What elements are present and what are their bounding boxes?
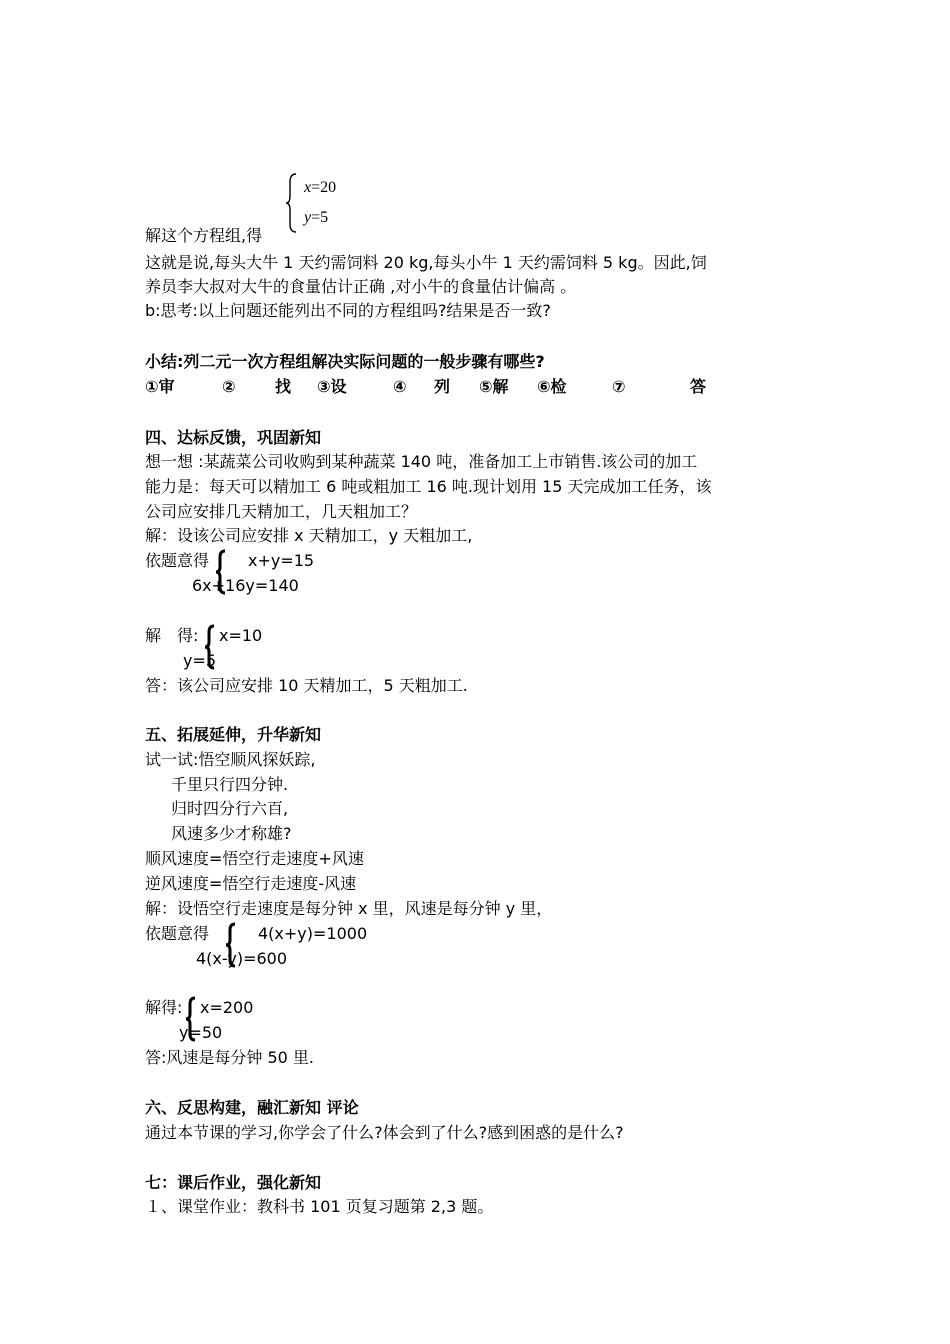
step-1: ①审 xyxy=(145,377,175,396)
conclusion-line-2: 养员李大叔对大牛的食量估计正确 ,对小牛的食量估计偏高 。 xyxy=(145,277,577,296)
section-4-answer: 答：该公司应安排 10 天精加工，5 天粗加工. xyxy=(145,676,468,695)
section-6-heading: 六、反思构建，融汇新知 评论 xyxy=(145,1098,359,1117)
rule-upwind: 逆风速度=悟空行走速度-风速 xyxy=(145,874,357,893)
poem-line-2: 归时四分行六百, xyxy=(171,799,289,818)
section-5-equation-1: 4(x+y)=1000 xyxy=(258,924,368,943)
section-4-heading: 四、达标反馈，巩固新知 xyxy=(145,428,322,447)
section-6-text: 通过本节课的学习,你学会了什么?体会到了什么?感到困惑的是什么? xyxy=(145,1123,624,1142)
step-3: ③设 xyxy=(317,377,347,396)
step-2-word: 找 xyxy=(275,377,292,396)
step-7-word: 答 xyxy=(690,377,707,396)
section-5-heading: 五、拓展延伸，升华新知 xyxy=(145,725,322,744)
step-6: ⑥检 xyxy=(537,377,567,396)
section-4-equation-2: 6x+16y=140 xyxy=(192,576,299,595)
conclusion-line-1: 这就是说,每头大牛 1 天约需饲料 20 kg,每头小牛 1 天约需饲料 5 kg。因此,饲 xyxy=(145,253,707,272)
section-4-result-x: x=10 xyxy=(219,626,263,645)
section-5-result-y: y=50 xyxy=(179,1023,223,1042)
section-4-equation-1: x+y=15 xyxy=(248,551,315,570)
step-4-word: 列 xyxy=(434,377,451,396)
section-4-solution-setup: 解：设该公司应安排 x 天精加工，y 天粗加工, xyxy=(145,526,473,545)
poem-line-1: 千里只行四分钟. xyxy=(171,775,289,794)
section-4-problem-line-3: 公司应安排几天精加工，几天粗加工？ xyxy=(145,502,418,521)
step-2: ② xyxy=(222,377,236,396)
rule-downwind: 顺风速度=悟空行走速度+风速 xyxy=(145,849,364,868)
section-5-equation-2: 4(x-y)=600 xyxy=(196,949,288,968)
system-brace xyxy=(284,172,300,234)
section-5-result-x: x=200 xyxy=(200,998,254,1017)
section-4-result-y: y=5 xyxy=(183,651,217,670)
section-5-solution-setup: 解：设悟空行走速度是每分钟 x 里，风速是每分钟 y 里， xyxy=(145,899,553,918)
section-4-problem-line-1: 想一想 :某蔬菜公司收购到某种蔬菜 140 吨，准备加工上市销售.该公司的加工 xyxy=(145,452,698,471)
homework-item-1: １、课堂作业：教科书 101 页复习题第 2,3 题。 xyxy=(145,1197,494,1216)
summary-title: 小结:列二元一次方程组解决实际问题的一般步骤有哪些? xyxy=(145,352,545,371)
think-question: b:思考:以上问题还能列出不同的方程组吗?结果是否一致? xyxy=(145,301,551,320)
section-4-solve-label: 解 得: xyxy=(145,626,199,645)
system-row-y: y=5 xyxy=(304,209,329,226)
section-5-try: 试一试:悟空顺风探妖踪, xyxy=(145,750,316,769)
system-row-x: x=20 xyxy=(304,179,337,196)
section-5-solve-label: 解得: xyxy=(145,998,183,1017)
step-7: ⑦ xyxy=(612,377,626,396)
step-5: ⑤解 xyxy=(479,377,509,396)
poem-line-3: 风速多少才称雄? xyxy=(171,824,292,843)
section-7-heading: 七：课后作业，强化新知 xyxy=(145,1173,322,1192)
solve-text: 解这个方程组,得 xyxy=(145,226,263,245)
section-5-according: 依题意得 xyxy=(145,924,210,943)
section-5-answer: 答:风速是每分钟 50 里. xyxy=(145,1048,315,1067)
section-4-according: 依题意得 xyxy=(145,551,210,570)
section-4-problem-line-2: 能力是：每天可以精加工 6 吨或粗加工 16 吨.现计划用 15 天完成加工任务，该 xyxy=(145,477,712,496)
step-4: ④ xyxy=(393,377,407,396)
